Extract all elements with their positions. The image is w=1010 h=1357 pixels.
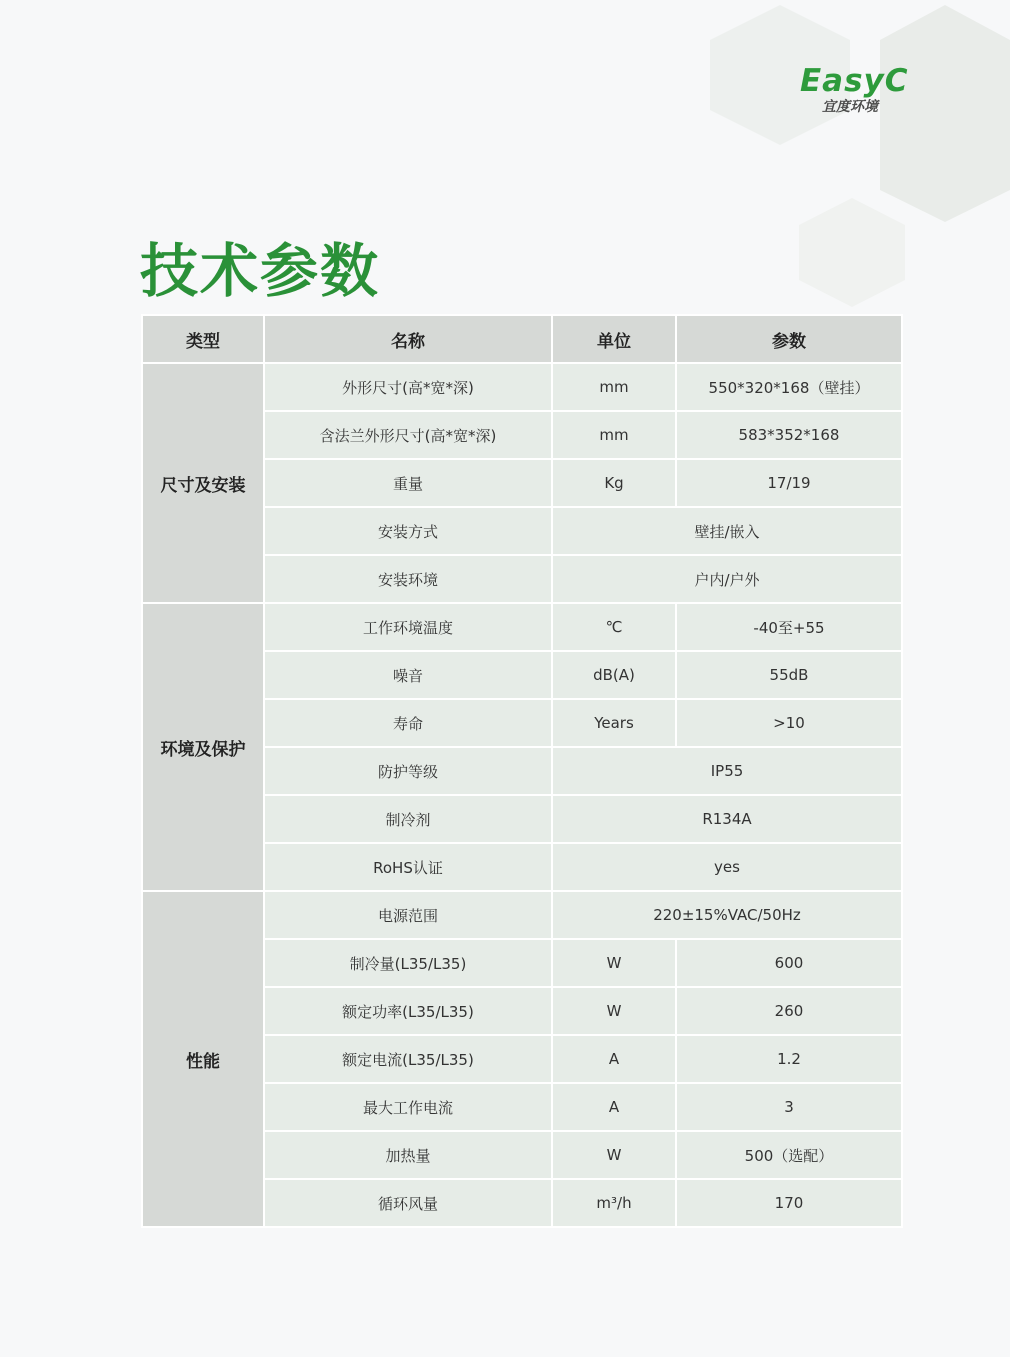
param-unit-cell: A: [552, 1083, 676, 1131]
param-value-cell: -40至+55: [676, 603, 902, 651]
category-cell: 环境及保护: [142, 603, 264, 891]
param-name-cell: 制冷剂: [264, 795, 552, 843]
header-unit: 单位: [552, 315, 676, 363]
param-name-cell: 防护等级: [264, 747, 552, 795]
category-cell: 性能: [142, 891, 264, 1227]
param-unit-cell: mm: [552, 411, 676, 459]
param-name-cell: 加热量: [264, 1131, 552, 1179]
spec-table: [141, 314, 903, 1228]
header-name: 名称: [264, 315, 552, 363]
category-cell: 尺寸及安装: [142, 363, 264, 603]
param-unit-cell: W: [552, 987, 676, 1035]
table-row: [142, 363, 902, 411]
header-type: 类型: [142, 315, 264, 363]
param-unit-cell: m³/h: [552, 1179, 676, 1227]
param-name-cell: 额定功率(L35/L35): [264, 987, 552, 1035]
param-value-merged-cell: 壁挂/嵌入: [552, 507, 902, 555]
page-title: 技术参数: [140, 237, 381, 305]
param-value-cell: 550*320*168（壁挂）: [676, 363, 902, 411]
table-header-row: [142, 315, 902, 363]
table-row: [142, 603, 902, 651]
param-value-merged-cell: 户内/户外: [552, 555, 902, 603]
param-value-merged-cell: R134A: [552, 795, 902, 843]
param-value-cell: 583*352*168: [676, 411, 902, 459]
param-name-cell: 循环风量: [264, 1179, 552, 1227]
param-unit-cell: Kg: [552, 459, 676, 507]
spec-table-body: [142, 363, 902, 1227]
param-unit-cell: dB(A): [552, 651, 676, 699]
param-value-cell: 600: [676, 939, 902, 987]
param-name-cell: 含法兰外形尺寸(高*宽*深): [264, 411, 552, 459]
param-name-cell: 安装方式: [264, 507, 552, 555]
param-value-cell: 170: [676, 1179, 902, 1227]
param-value-merged-cell: IP55: [552, 747, 902, 795]
param-unit-cell: W: [552, 1131, 676, 1179]
param-value-cell: 3: [676, 1083, 902, 1131]
param-value-merged-cell: yes: [552, 843, 902, 891]
param-unit-cell: mm: [552, 363, 676, 411]
param-value-cell: 17/19: [676, 459, 902, 507]
brand-logo: [800, 64, 920, 116]
logo-wordmark: EasyC: [800, 63, 909, 99]
param-name-cell: RoHS认证: [264, 843, 552, 891]
param-name-cell: 电源范围: [264, 891, 552, 939]
param-name-cell: 制冷量(L35/L35): [264, 939, 552, 987]
param-name-cell: 额定电流(L35/L35): [264, 1035, 552, 1083]
param-value-cell: 1.2: [676, 1035, 902, 1083]
param-unit-cell: W: [552, 939, 676, 987]
param-name-cell: 外形尺寸(高*宽*深): [264, 363, 552, 411]
param-name-cell: 重量: [264, 459, 552, 507]
param-value-merged-cell: 220±15%VAC/50Hz: [552, 891, 902, 939]
param-name-cell: 安装环境: [264, 555, 552, 603]
header-value: 参数: [676, 315, 902, 363]
param-unit-cell: A: [552, 1035, 676, 1083]
param-unit-cell: ℃: [552, 603, 676, 651]
param-unit-cell: Years: [552, 699, 676, 747]
param-value-cell: 500（选配）: [676, 1131, 902, 1179]
param-name-cell: 寿命: [264, 699, 552, 747]
logo-subtitle: 宜度环境: [822, 99, 878, 115]
param-value-cell: >10: [676, 699, 902, 747]
table-row: [142, 891, 902, 939]
param-name-cell: 噪音: [264, 651, 552, 699]
param-name-cell: 最大工作电流: [264, 1083, 552, 1131]
param-value-cell: 260: [676, 987, 902, 1035]
param-value-cell: 55dB: [676, 651, 902, 699]
param-name-cell: 工作环境温度: [264, 603, 552, 651]
